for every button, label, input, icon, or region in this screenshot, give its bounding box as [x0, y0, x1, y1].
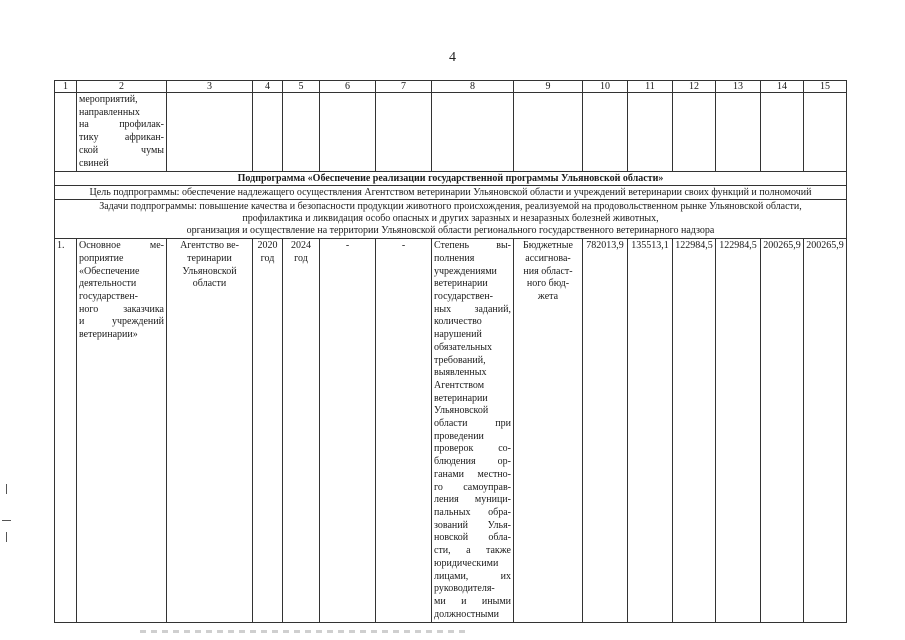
cell-line: ветеринарии	[434, 392, 488, 404]
word: го	[434, 481, 443, 493]
cell-line: выявленных	[434, 367, 487, 379]
column-number-12: 12	[673, 81, 716, 93]
cell-line: мероприятий,	[79, 94, 138, 105]
cell-line	[79, 132, 164, 145]
word: при	[495, 418, 511, 430]
word: ме-	[149, 240, 164, 252]
tasks-row	[55, 200, 847, 239]
cell-line: учреждениями	[434, 265, 497, 277]
word: новской	[434, 532, 469, 544]
scan-margin-mark	[2, 520, 11, 521]
cell-line	[434, 418, 511, 431]
cell-line: Ульяновской	[434, 405, 489, 417]
cell-line: направленных	[79, 106, 140, 118]
word: ской	[79, 144, 99, 156]
word: Степень	[434, 240, 470, 252]
word: ления	[434, 494, 459, 506]
word: заказчика	[123, 303, 164, 315]
cell-line	[79, 316, 164, 329]
word: области	[434, 418, 468, 430]
cell-line	[79, 304, 164, 317]
cell-line: проведении	[434, 430, 484, 442]
cell-line: «Обеспечение	[79, 265, 140, 277]
amount-total: 782013,9	[583, 239, 628, 623]
cell-line: Бюджетные	[523, 240, 573, 252]
cell-line: жета	[537, 291, 559, 303]
word: муници-	[474, 494, 511, 506]
amount-2024: 200265,9	[804, 239, 847, 623]
word: ганами	[434, 468, 465, 480]
cell-line: год	[260, 252, 275, 264]
cell-line: количество	[434, 316, 482, 328]
cell-line: Агентством	[434, 379, 485, 391]
column-number-9: 9	[514, 81, 583, 93]
cell-line	[434, 240, 511, 253]
measure-name	[77, 239, 167, 623]
subprogram-title-row	[55, 172, 847, 186]
cell-line: ния област-	[523, 265, 573, 277]
cell-line: теринарии	[187, 252, 232, 264]
cell-line: свиней	[79, 157, 109, 169]
word: профилак-	[119, 119, 164, 131]
tasks-line-1: Задачи подпрограммы: повышение качества и безопасности продукции животного происхождения, реализуемой на продовольственном рынке Ульяновской области,	[99, 201, 802, 213]
cell-line: ми и иными	[434, 595, 511, 607]
cell-line: Агентство ве-	[180, 240, 239, 252]
cell-line: юридическими	[434, 557, 499, 569]
word: ных	[434, 303, 452, 315]
word: самоуправ-	[463, 481, 511, 493]
cell-line: государствен-	[79, 291, 138, 303]
amount-2020: 135513,1	[628, 239, 673, 623]
cell-line	[434, 304, 511, 317]
cell-line	[434, 532, 511, 545]
target-indicator	[432, 239, 514, 623]
word: обра-	[488, 506, 511, 518]
row-number: 1.	[55, 239, 77, 623]
column-number-4: 4	[253, 81, 283, 93]
cell-line	[434, 469, 511, 482]
word: ного	[79, 303, 99, 315]
amount-2021: 122984,5	[673, 239, 716, 623]
cell-line: обязательных	[434, 341, 492, 353]
end-year	[283, 239, 320, 623]
table-row-continuation	[55, 93, 847, 172]
cell-line: Ульяновской	[182, 265, 237, 277]
word: пальных	[434, 506, 471, 518]
word: со-	[498, 443, 511, 455]
column-number-1: 1	[55, 81, 77, 93]
column-number-5: 5	[283, 81, 320, 93]
word: лицами,	[434, 570, 469, 582]
word: на	[79, 119, 89, 131]
word: заданий,	[474, 303, 511, 315]
cell-line: руководителя-	[434, 583, 495, 595]
start-year	[253, 239, 283, 623]
cell-line: 2020	[257, 240, 278, 252]
cell-line	[79, 145, 164, 158]
cell-line	[79, 240, 164, 253]
word: чумы	[141, 144, 164, 156]
page-number: 4	[449, 50, 456, 65]
tasks-line-3: организация и осуществление на территории Ульяновской области регионального государственного ветеринарного надзора	[186, 225, 715, 237]
word: учреждений	[112, 316, 164, 328]
cell-line: деятельности	[79, 278, 137, 290]
table-row-main-measure	[55, 239, 847, 623]
cell-line	[434, 494, 511, 507]
column-number-13: 13	[716, 81, 761, 93]
scan-margin-mark	[6, 532, 7, 542]
cell-line	[434, 507, 511, 520]
column-number-2: 2	[77, 81, 167, 93]
column-number-3: 3	[167, 81, 253, 93]
column-number-10: 10	[583, 81, 628, 93]
column-number-14: 14	[761, 81, 804, 93]
word: проверок	[434, 443, 474, 455]
word: вы-	[496, 240, 511, 252]
cell-line: ветеринарии»	[79, 329, 138, 341]
cont-col1	[55, 93, 77, 172]
col6-value: -	[320, 239, 376, 623]
executor	[167, 239, 253, 623]
word: Основное	[79, 240, 121, 252]
cell-line: ветеринарии	[434, 278, 488, 290]
scan-margin-mark	[6, 484, 7, 494]
funding-source	[514, 239, 583, 623]
cell-line: области	[192, 278, 227, 290]
cell-line: сти, а также	[434, 545, 511, 557]
word: зований	[434, 519, 468, 531]
cell-line	[434, 520, 511, 533]
word: африкан-	[124, 132, 164, 144]
column-number-11: 11	[628, 81, 673, 93]
scan-artifact	[140, 630, 470, 633]
subprogram-title: Подпрограмма «Обеспечение реализации государственной программы Ульяновской области»	[55, 172, 847, 186]
column-number-6: 6	[320, 81, 376, 93]
word: Улья-	[487, 519, 511, 531]
subprogram-tasks	[55, 200, 847, 239]
cell-line: требований,	[434, 354, 486, 366]
cell-line: роприятие	[79, 252, 124, 264]
word: ор-	[497, 456, 511, 468]
cell-line	[434, 456, 511, 469]
amount-2022: 122984,5	[716, 239, 761, 623]
tasks-line-2: профилактика и ликвидация особо опасных и других заразных и незаразных болезней животных,	[242, 213, 659, 225]
word: блюдения	[434, 456, 476, 468]
cell-line: нарушений	[434, 329, 482, 341]
column-number-8: 8	[432, 81, 514, 93]
subprogram-goal: Цель подпрограммы: обеспечение надлежащего осуществления Агентством ветеринарии Ульяновской области и учреждений ветеринарии своих функций и полномочий	[55, 186, 847, 200]
cell-line	[79, 119, 164, 132]
cell-line: полнения	[434, 252, 475, 264]
amount-2023: 200265,9	[761, 239, 804, 623]
cell-line	[434, 443, 511, 456]
column-number-15: 15	[804, 81, 847, 93]
word: тику	[79, 132, 99, 144]
word: и	[79, 316, 85, 328]
word: их	[500, 570, 511, 582]
cell-line: государствен-	[434, 291, 493, 303]
cell-line	[434, 482, 511, 495]
column-number-7: 7	[376, 81, 432, 93]
cell-line	[434, 571, 511, 584]
program-table	[54, 80, 847, 623]
cont-measure-name	[77, 93, 167, 172]
cell-line: 2024	[291, 240, 311, 252]
word: местно-	[477, 468, 511, 480]
word: обла-	[488, 532, 511, 544]
goal-row	[55, 186, 847, 200]
cell-line: должностными	[434, 608, 500, 620]
col7-value: -	[376, 239, 432, 623]
column-number-row	[55, 81, 847, 93]
cell-line: ассигнова-	[525, 252, 571, 264]
cell-line: ного бюд-	[526, 278, 570, 290]
cell-line: год	[294, 252, 308, 264]
